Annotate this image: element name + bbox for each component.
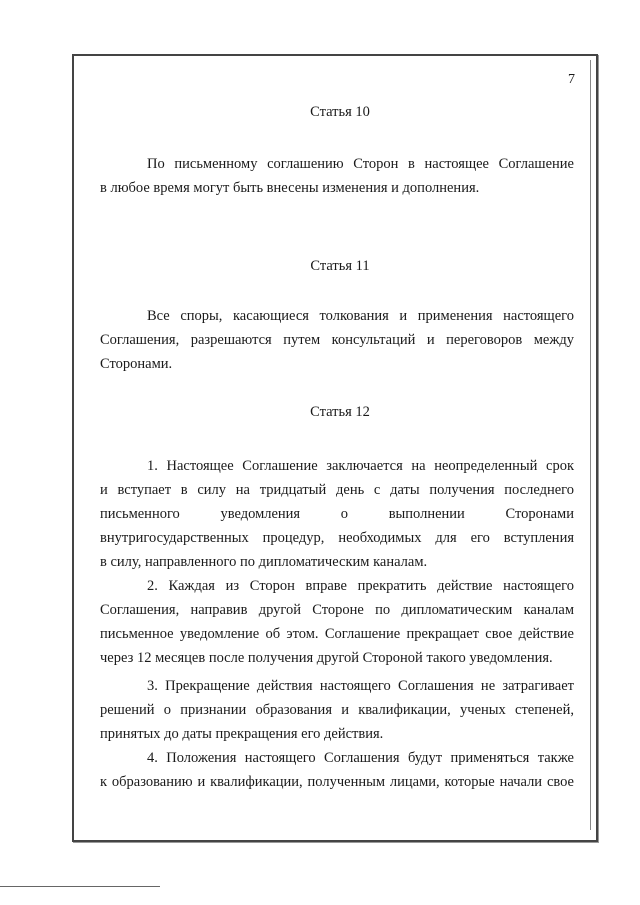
- article-11-text: [100, 304, 574, 376]
- text-line: Соглашения, разрешаются путем консультаций и переговоров между: [100, 332, 574, 348]
- page-number: 7: [568, 72, 575, 87]
- text-line: 1. Настоящее Соглашение заключается на неопределенный срок: [147, 458, 574, 474]
- text-line: 4. Положения настоящего Соглашения будут применяться также: [147, 750, 574, 766]
- text-line: в силу, направленного по дипломатическим каналам.: [100, 554, 428, 570]
- text-line: Сторонами.: [100, 356, 173, 372]
- text-line: к образованию и квалификации, полученным лицами, которые начали свое: [100, 774, 574, 790]
- article-10-text: [100, 152, 574, 200]
- page-border-inner: [590, 60, 591, 830]
- footer-rule: [0, 886, 160, 887]
- text-line: По письменному соглашению Сторон в настоящее Соглашение: [147, 156, 574, 172]
- article-12-clause-1: [100, 454, 574, 574]
- text-line: внутригосударственных процедур, необходимых для его вступления: [100, 530, 574, 546]
- text-line: и вступает в силу на тридцатый день с даты получения последнего: [100, 482, 574, 498]
- text-line: письменного уведомления о выполнении Сторонами: [100, 506, 574, 522]
- text-line: Соглашения, направив другой Стороне по дипломатическим каналам: [100, 602, 574, 618]
- text-line: 2. Каждая из Сторон вправе прекратить действие настоящего: [147, 578, 574, 594]
- article-10-title: Статья 10: [310, 104, 370, 120]
- text-line: решений о признании образования и квалификации, ученых степеней,: [100, 702, 574, 718]
- text-line: через 12 месяцев после получения другой Стороной такого уведомления.: [100, 650, 553, 666]
- text-line: принятых до даты прекращения его действия.: [100, 726, 384, 742]
- article-12-clause-2: [100, 574, 574, 670]
- article-12-clause-3: [100, 674, 574, 746]
- text-line: в любое время могут быть внесены изменения и дополнения.: [100, 180, 480, 196]
- article-12-title: Статья 12: [310, 404, 370, 420]
- text-line: 3. Прекращение действия настоящего Соглашения не затрагивает: [147, 678, 574, 694]
- article-12-clause-4: [100, 746, 574, 794]
- text-line: Все споры, касающиеся толкования и применения настоящего: [147, 308, 574, 324]
- article-11-title: Статья 11: [310, 258, 370, 274]
- text-line: письменное уведомление об этом. Соглашение прекращает свое действие: [100, 626, 574, 642]
